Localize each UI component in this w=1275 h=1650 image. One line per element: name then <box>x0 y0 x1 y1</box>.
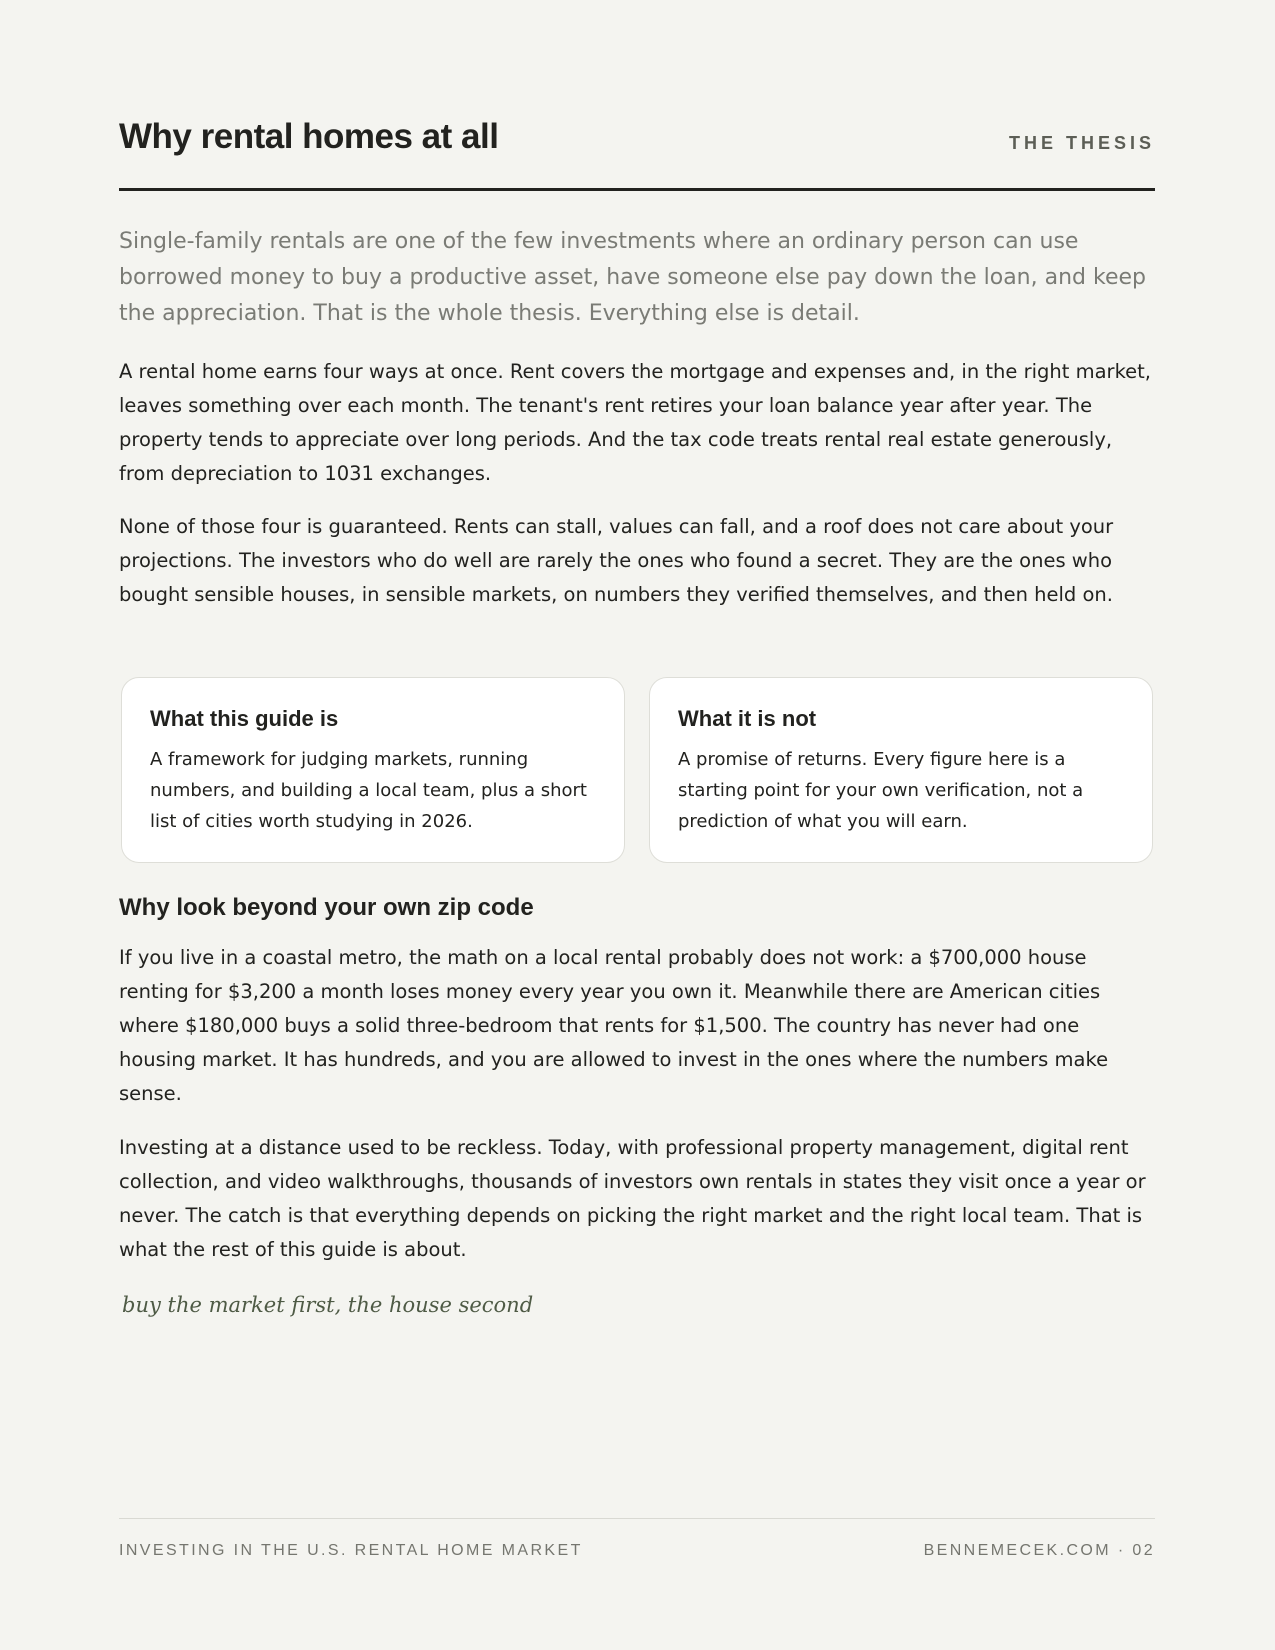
handwritten-note: buy the market first, the house second <box>122 1293 534 1317</box>
card-what-guide-is <box>121 677 625 863</box>
footer-site-page-number: BENNEMECEK.COM · 02 <box>923 1542 1155 1559</box>
body-paragraph: If you live in a coastal metro, the math on a local rental probably does not work: a $700,000 house renting for $3,200 a month loses money every year you own it. Meanwhile there are American cities where $180,000 buys a solid three-bedroom that rents for $1,500. The country has never had one housing market. It has hundreds, and you are allowed to invest in the ones where the numbers make sense. <box>119 946 1109 1105</box>
card-title: What this guide is <box>150 706 339 731</box>
info-cards <box>121 677 1155 865</box>
page-title: Why rental homes at all <box>119 117 499 156</box>
page-header <box>119 116 1155 191</box>
page <box>119 0 1155 1650</box>
body-paragraph: A rental home earns four ways at once. Rent covers the mortgage and expenses and, in the right market, leaves something over each month. The tenant's rent retires your loan balance year after year. The property tends to appreciate over long periods. And the tax code treats rental real estate generously, from depreciation to 1031 exchanges. <box>119 360 1152 485</box>
section-heading: Why look beyond your own zip code <box>119 894 534 921</box>
lede-paragraph: Single-family rentals are one of the few investments where an ordinary person can use borrowed money to buy a productive asset, have someone else pay down the loan, and keep the appreciation. That is the whole thesis. Everything else is detail. <box>119 229 1146 326</box>
card-text: A framework for judging markets, running numbers, and building a local team, plus a short list of cities worth studying in 2026. <box>150 749 587 832</box>
section-tag: THE THESIS <box>1008 133 1155 153</box>
body-paragraph: Investing at a distance used to be reckless. Today, with professional property management, digital rent collection, and video walkthroughs, thousands of investors own rentals in states they visit once a year or never. The catch is that everything depends on picking the right market and the right local team. That is what the rest of this guide is about. <box>119 1136 1146 1261</box>
footer-publication-title: INVESTING IN THE U.S. RENTAL HOME MARKET <box>119 1542 583 1559</box>
body-paragraph: None of those four is guaranteed. Rents can stall, values can fall, and a roof does not care about your projections. The investors who do well are rarely the ones who found a secret. They are the ones who bought sensible houses, in sensible markets, on numbers they verified themselves, and then held on. <box>119 515 1114 606</box>
footer-divider <box>119 1518 1155 1519</box>
card-what-it-is-not <box>649 677 1153 863</box>
card-text: A promise of returns. Every figure here is a starting point for your own verification, not a prediction of what you will earn. <box>678 749 1084 832</box>
card-title: What it is not <box>678 706 817 731</box>
